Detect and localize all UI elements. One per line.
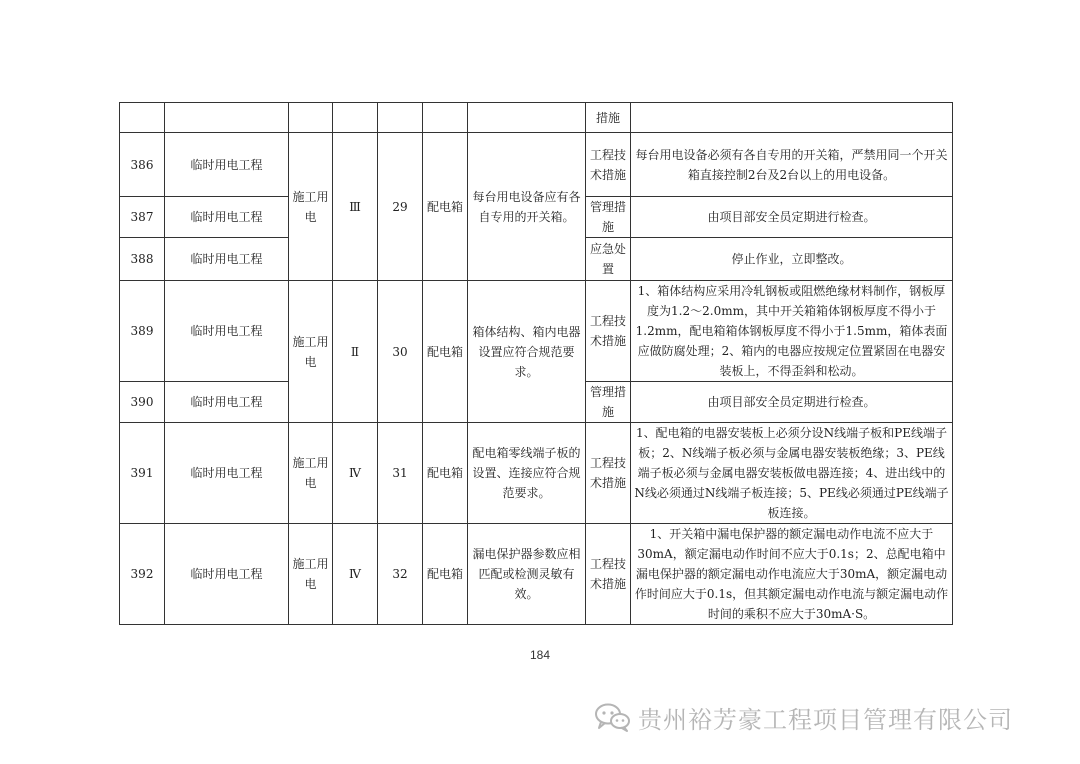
level-cell: Ⅳ [333,423,378,524]
standard-cell: 每台用电设备应有各自专用的开关箱。 [468,133,586,281]
category-cell: 施工用电 [289,281,333,423]
row-number: 391 [120,423,165,524]
measure-type-cell: 管理措施 [586,197,631,238]
item-cell: 配电箱 [423,133,468,281]
row-number: 387 [120,197,165,238]
project-name: 临时用电工程 [165,197,289,238]
seq-cell: 32 [378,524,423,625]
measure-type-cell: 工程技术措施 [586,423,631,524]
measure-type-cell: 工程技术措施 [586,281,631,382]
seq-cell: 29 [378,133,423,281]
standard-cell: 配电箱零线端子板的设置、连接应符合规范要求。 [468,423,586,524]
watermark-text: 贵州裕芳豪工程项目管理有限公司 [638,705,1013,734]
category-cell: 施工用电 [289,133,333,281]
project-name: 临时用电工程 [165,238,289,281]
measure-content-cell: 停止作业，立即整改。 [631,238,953,281]
measure-content-cell: 由项目部安全员定期进行检查。 [631,197,953,238]
measure-content-cell: 1、箱体结构应采用冷轧钢板或阻燃绝缘材料制作，钢板厚度为1.2～2.0mm，其中开关箱箱体钢板厚度不得小于1.2mm，配电箱箱体钢板厚度不得小于1.5mm，箱体表面应做防腐处理；2、箱内的电器应按规定位置紧固在电器安装板上，不得歪斜和松动。 [631,281,953,382]
seq-cell: 30 [378,281,423,423]
item-cell: 配电箱 [423,423,468,524]
table-row [120,524,953,625]
level-cell: Ⅲ [333,133,378,281]
measure-type-cell: 工程技术措施 [586,133,631,197]
project-name: 临时用电工程 [165,423,289,524]
level-cell: Ⅱ [333,281,378,423]
measure-type-cell: 管理措施 [586,382,631,423]
safety-measures-table [119,102,953,625]
measure-type-cell: 工程技术措施 [586,524,631,625]
table-row [120,133,953,197]
seq-cell: 31 [378,423,423,524]
project-name: 临时用电工程 [165,524,289,625]
standard-cell: 箱体结构、箱内电器设置应符合规范要求。 [468,281,586,423]
measure-type-cell: 应急处置 [586,238,631,281]
level-cell: Ⅳ [333,524,378,625]
project-name: 临时用电工程 [165,281,289,382]
watermark [594,697,1013,737]
measure-content-cell: 1、配电箱的电器安装板上必须分设N线端子板和PE线端子板；2、N线端子板必须与金属电器安装板绝缘；3、PE线端子板必须与金属电器安装板做电器连接；4、进出线中的N线必须通过N线端子板连接；5、PE线必须通过PE线端子板连接。 [631,423,953,524]
page-number: 184 [529,648,551,662]
row-number: 390 [120,382,165,423]
category-cell: 施工用电 [289,423,333,524]
measure-content-cell: 1、开关箱中漏电保护器的额定漏电动作电流不应大于30mA，额定漏电动作时间不应大于0.1s；2、总配电箱中漏电保护器的额定漏电动作电流应大于30mA，额定漏电动作时间应大于0.1s，但其额定漏电动作电流与额定漏电动作时间的乘积不应大于30mA·S。 [631,524,953,625]
table-row [120,103,953,133]
measure-type-cell: 措施 [586,103,631,133]
category-cell: 施工用电 [289,524,333,625]
project-name: 临时用电工程 [165,382,289,423]
item-cell: 配电箱 [423,281,468,423]
item-cell: 配电箱 [423,524,468,625]
standard-cell: 漏电保护器参数应相匹配或检测灵敏有效。 [468,524,586,625]
table-row [120,281,953,382]
wechat-icon [594,702,632,732]
measure-content-cell: 每台用电设备必须有各自专用的开关箱，严禁用同一个开关箱直接控制2台及2台以上的用电设备。 [631,133,953,197]
row-number: 392 [120,524,165,625]
project-name: 临时用电工程 [165,133,289,197]
measure-content-cell: 由项目部安全员定期进行检查。 [631,382,953,423]
row-number: 386 [120,133,165,197]
row-number: 389 [120,281,165,382]
table-row [120,423,953,524]
row-number: 388 [120,238,165,281]
